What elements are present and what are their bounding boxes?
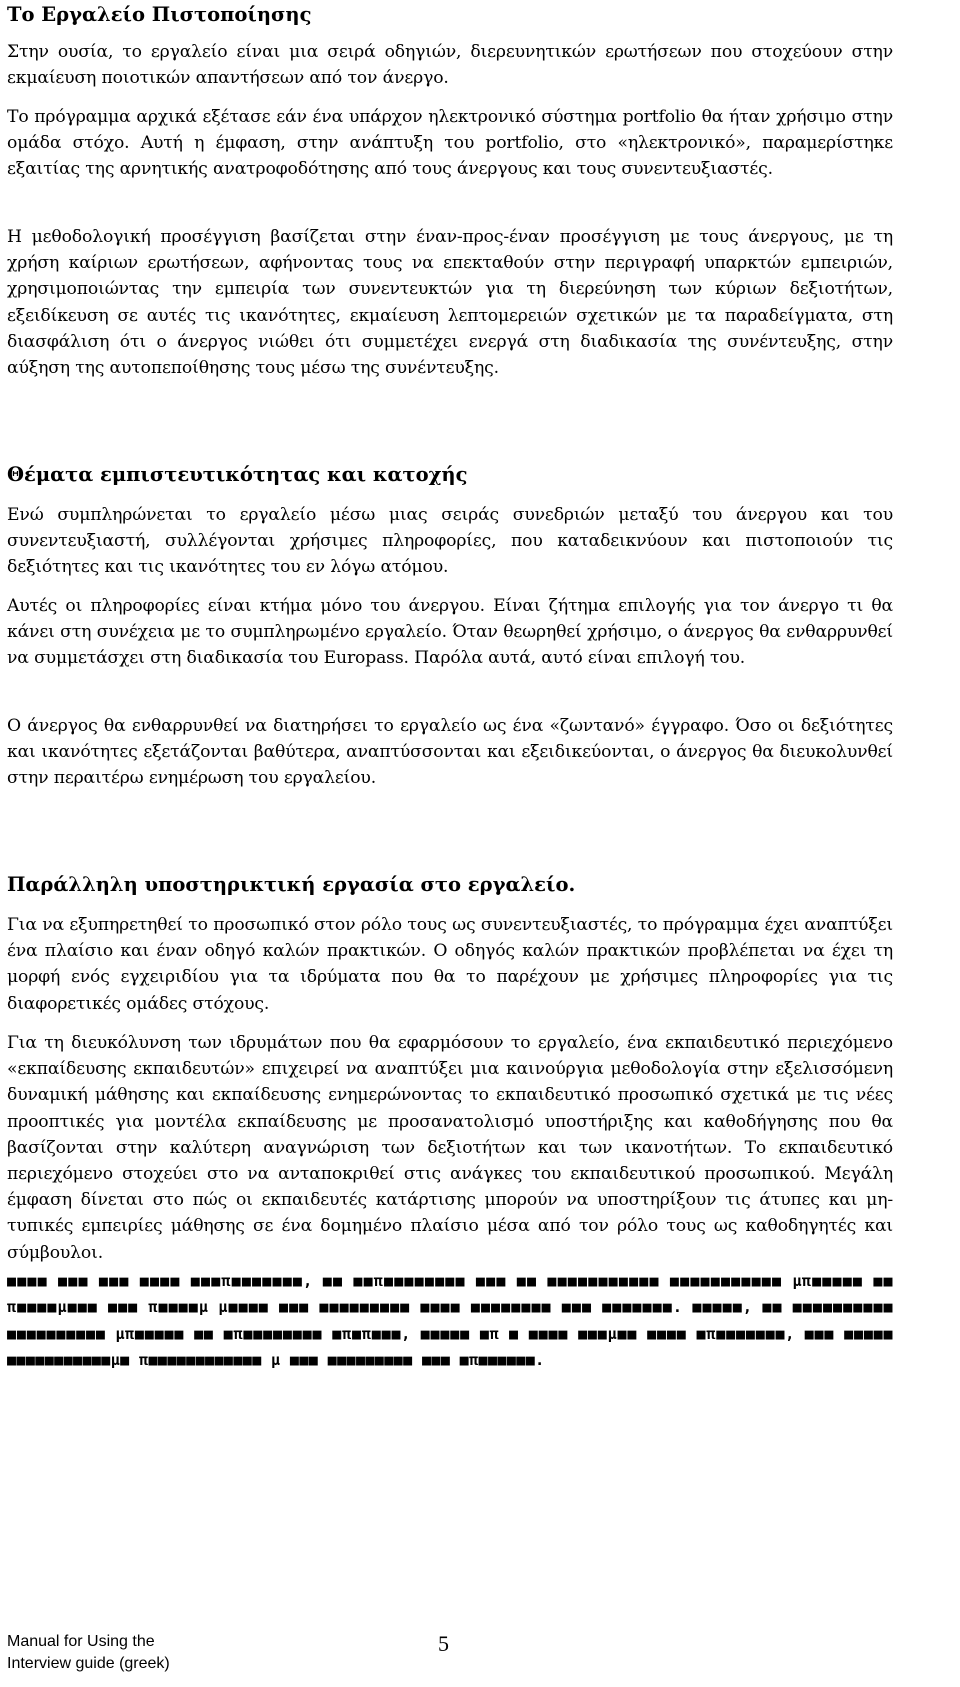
paragraph: Το πρόγραμμα αρχικά εξέτασε εάν ένα υπάρχον ηλεκτρονικό σύστημα portfolio θα ήταν χρήσιμο στην ομάδα στόχο. Αυτή η έμφαση, στην ανάπτυξη του portfolio, στο «ηλεκτρονικό», παραμερίστηκε εξαιτίας της αρνητικής ανατροφοδότησης από τους άνεργους και τους συνεντευξιαστές. (7, 107, 893, 180)
paragraph: Αυτές οι πληροφορίες είναι κτήμα μόνο του άνεργου. Είναι ζήτημα επιλογής για τον άνεργο τι θα κάνει στη συνέχεια με το συμπληρωμένο εργαλείο. Όταν θεωρηθεί χρήσιμο, ο άνεργος θα ενθαρρυνθεί να συμμετάσχει στη διαδικασία του Europass. Παρόλα αυτά, αυτό είναι επιλογή του. (7, 596, 893, 669)
paragraph: Για τη διευκόλυνση των ιδρυμάτων που θα εφαρμόσουν το εργαλείο, ένα εκπαιδευτικό περιεχόμενο «εκπαίδευσης εκπαιδευτών» επιχειρεί να αναπτύξει μια καινούργια μεθοδολογία στην εξελισσόμενη δυναμική μάθησης και εκπαίδευσης ενημερώνοντας το εκπαιδευτικό προσωπικό σχετικά με τις νέες προοπτικές για μοντέλα εκπαίδευσης με προσανατολισμό υποστήριξης και καθοδήγησης που θα βασίζονται στην καλύτερη αναγνώριση των δεξιοτήτων και των ικανοτήτων. Το εκπαιδευτικό περιεχόμενο στοχεύει στο να ανταποκριθεί στις ανάγκες του εκπαιδευτικού προσωπικού. Μεγάλη έμφαση δίνεται στο πώς οι εκπαιδευτές κατάρτισης μπορούν να υποστηρίξουν τις άτυπες και μη-τυπικές εμπειρίες μάθησης σε ένα δομημένο πλαίσιο μέσα από τον ρόλο τους ως καθοδηγητές και σύμβουλοι. (7, 1033, 893, 1263)
garbled-paragraph: ■■■■ ■■■ ■■■ ■■■■ ■■■π■■■■■■■, ■■ ■■π■■■■■■■■ ■■■ ■■ ■■■■■■■■■■■ ■■■■■■■■■■■ μπ■■■■■ ■■ π■■■■μ■■■ ■■■ π■■■■μ μ■■■■ ■■■ ■■■■■■■■■ ■■■■ ■■■■■■■■ ■■■ ■■■■■■■. ■■■■■, ■■ ■■■■■■■■■■ ■■■■■■■■■■ μπ■■■■■ ■■ ■π■■■■■■■■ ■π■π■■■, ■■■■■ ■π ■ ■■■■ ■■■μ■■ ■■■■ ■π■■■■■■■, ■■■ ■■■■■ ■■■■■■■■■■■μ■ π■■■■■■■■■■■■ μ ■■■ ■■■■■■■■■ ■■■ ■π■■■■■■. (7, 1272, 893, 1369)
paragraph: Ενώ συμπληρώνεται το εργαλείο μέσω μιας σειράς συνεδριών μεταξύ του άνεργου και του συνεντευξιαστή, συλλέγονται χρήσιμες πληροφορίες, που καταδεικνύουν και πιστοποιούν τις δεξιότητες και τις ικανότητες του εν λόγω ατόμου. (7, 505, 893, 578)
section-title-certification-tool: Το Εργαλείο Πιστοποίησης (7, 3, 312, 26)
paragraph: Ο άνεργος θα ενθαρρυνθεί να διατηρήσει το εργαλείο ως ένα «ζωντανό» έγγραφο. Όσο οι δεξιότητες και ικανότητες εξετάζονται βαθύτερα, αναπτύσσονται και εξειδικεύονται, ο άνεργος θα διευκολυνθεί στην περαιτέρω ενημέρωση του εργαλείου. (7, 716, 893, 789)
paragraph: Η μεθοδολογική προσέγγιση βασίζεται στην έναν-προς-έναν προσέγγιση με τους άνεργους, με τη χρήση καίριων ερωτήσεων, αφήνοντας τους να επεκταθούν στην περιγραφή υπαρκτών εμπειριών, χρησιμοποιώντας την εμπειρία των συνεντευκτών για τη διερεύνηση των κύριων δεξιοτήτων, εξειδίκευση σε αυτές τις ικανότητες, εκμαίευση λεπτομερειών σχετικών με τα παραδείγματα, στη διασφάλιση ότι ο άνεργος νιώθει ότι συμμετέχει ενεργά στη διαδικασία της συνέντευξης, στην αύξηση της αυτοπεποίθησης τους μέσω της συνέντευξης. (7, 227, 893, 379)
page-number: 5 (438, 1631, 449, 1656)
section-title-parallel-support-work: Παράλληλη υποστηρικτική εργασία στο εργαλείο. (7, 873, 576, 896)
section-title-confidentiality: Θέματα εμπιστευτικότητας και κατοχής (7, 463, 468, 486)
paragraph: Στην ουσία, το εργαλείο είναι μια σειρά οδηγιών, διερευνητικών ερωτήσεων που στοχεύουν στην εκμαίευση ποιοτικών απαντήσεων από τον άνεργο. (7, 42, 893, 89)
footer-manual-title: Manual for Using the Interview guide (greek) (7, 1633, 170, 1672)
paragraph: Για να εξυπηρετηθεί το προσωπικό στον ρόλο τους ως συνεντευξιαστές, το πρόγραμμα έχει αναπτύξει ένα πλαίσιο και έναν οδηγό καλών πρακτικών. Ο οδηγός καλών πρακτικών προβλέπεται να έχει τη μορφή ενός εγχειριδίου για τα ιδρύματα που θα το παρέχουν με χρήσιμες πληροφορίες για τις διαφορετικές ομάδες στόχους. (7, 915, 893, 1014)
